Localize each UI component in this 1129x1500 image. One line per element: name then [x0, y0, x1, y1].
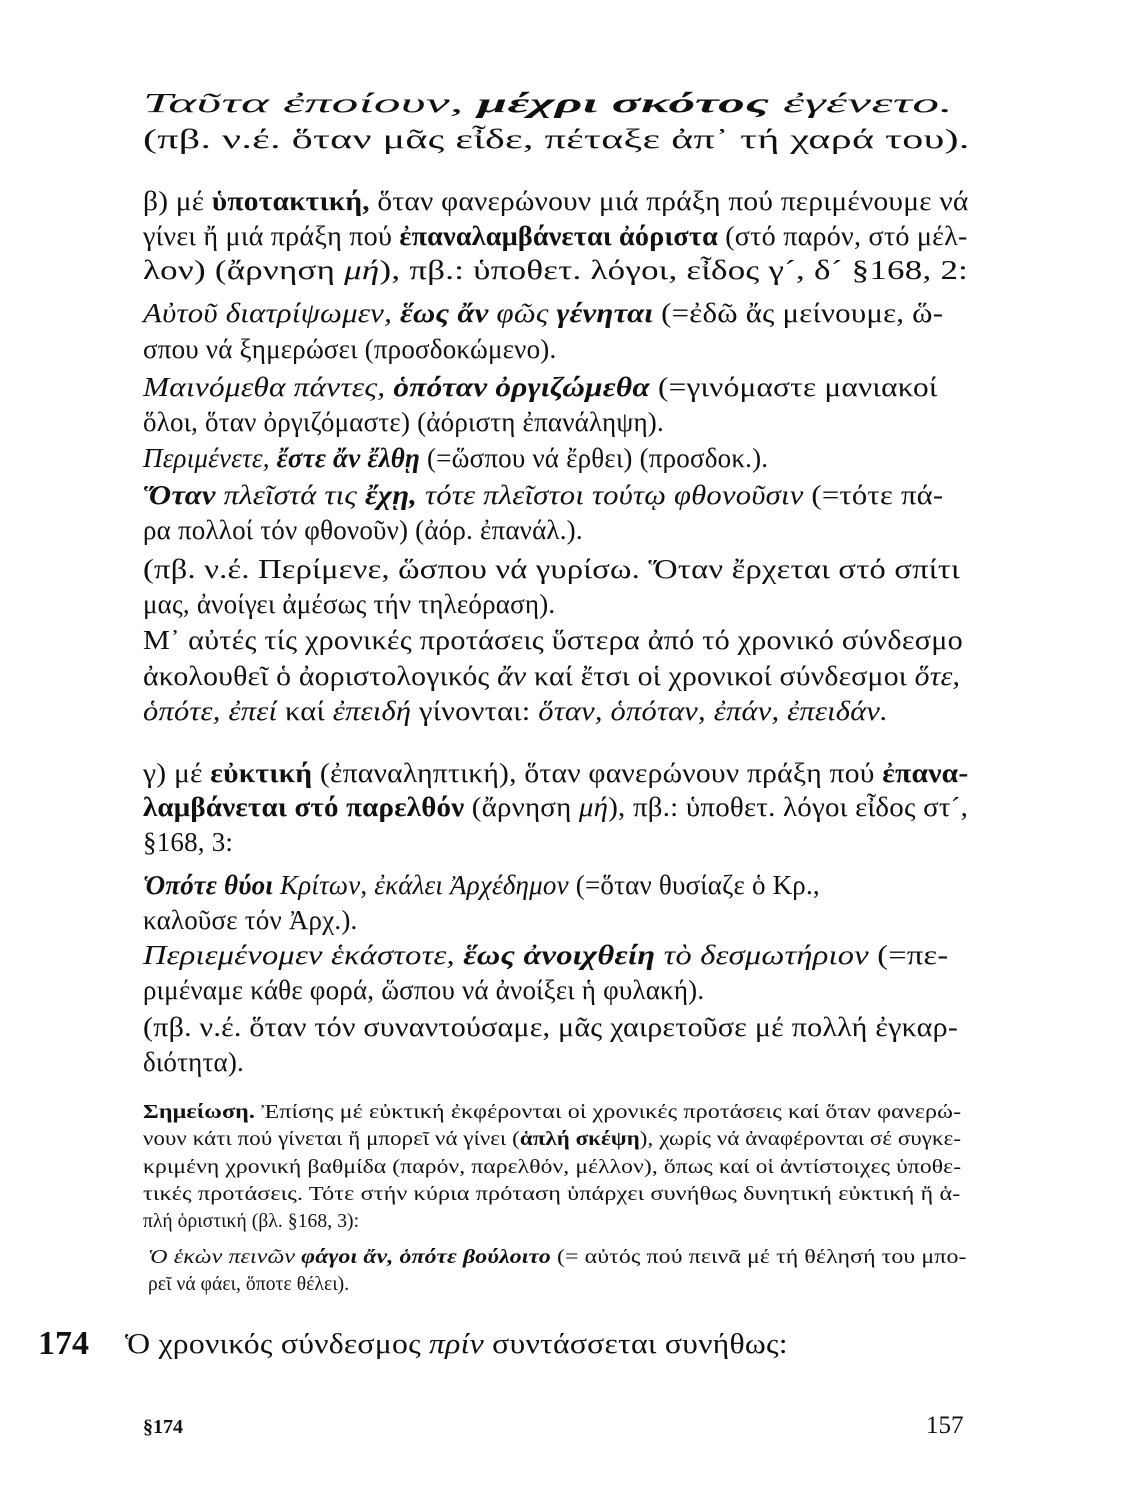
text-line: ριμέναμε κάθε φορά, ὥσπου νά ἀνοίξει ἡ φυλακή). [143, 975, 705, 1005]
page-number: 157 [926, 1412, 964, 1439]
note-line: Σημείωση. Ἐπίσης μέ εὐκτική ἐκφέρονται οἱ χρονικές προτάσεις καί ὅταν φανερώ- [143, 1102, 962, 1123]
text-line: μας, ἀνοίγει ἀμέσως τήν τηλεόραση). [143, 589, 556, 619]
text-line: Μ᾽ αὐτές τίς χρονικές προτάσεις ὕστερα ἀπό τό χρονικό σύνδεσμο [143, 625, 963, 655]
note-line: ρεῖ νά φάει, ὅποτε θέλει). [148, 1274, 350, 1295]
text-line: Ὅταν πλεῖστά τις ἔχῃ, τότε πλεῖστοι τούτῳ φθονοῦσιν (=τότε πά- [143, 480, 944, 510]
text-line: Περιμένετε, ἔστε ἄν ἔλθῃ (=ὥσπου νά ἔρθει) (προσδοκ.). [143, 443, 769, 473]
text-line: λον) (ἄρνηση μή), πβ.: ὑποθετ. λόγοι, εἶδος γ´, δ´ §168, 2: [143, 255, 969, 285]
text-line: (πβ. ν.έ. ὅταν τόν συναντούσαμε, μᾶς χαιρετοῦσε μέ πολλή ἐγκαρ- [143, 1012, 959, 1042]
section-number: 174 [38, 1325, 89, 1362]
text-line: γ) μέ εὐκτική (ἐπαναληπτική), ὅταν φανερώνουν πράξη πού ἐπανα- [143, 758, 969, 788]
text-line: Περιεμένομεν ἑκάστοτε, ἕως ἀνοιχθείη τὸ δεσμωτήριον (=πε- [143, 940, 949, 970]
text-line: γίνει ἤ μιά πράξη πού ἐπαναλαμβάνεται ἀόριστα (στό παρόν, στό μέλ- [143, 221, 968, 251]
note-line: πλή ὁριστική (βλ. §168, 3): [143, 1211, 360, 1232]
text-line: (πβ. ν.έ. ὅταν μᾶς εἶδε, πέταξε ἀπ᾽ τή χαρά του). [143, 124, 970, 154]
text-line: λαμβάνεται στό παρελθόν (ἄρνηση μή), πβ.: ὑποθετ. λόγοι εἶδος στ´, [143, 792, 969, 822]
text-line: ὅλοι, ὅταν ὀργιζόμαστε) (ἀόριστη ἐπανάληψη). [143, 407, 664, 437]
note-line: Ὁ ἑκὼν πεινῶν φάγοι ἄν, ὁπότε βούλοιτο (= αὐτός πού πεινᾶ μέ τή θέλησή του μπο- [148, 1247, 967, 1268]
footer-section-ref: §174 [143, 1416, 183, 1438]
text-line: ἀκολουθεῖ ὁ ἀοριστολογικός ἄν καί ἔτσι οἱ χρονικοί σύνδεσμοι ὅτε, [143, 661, 961, 691]
text-line: Ταῦτα ἐποίουν, μέχρι σκότος ἐγένετο. [143, 88, 954, 118]
note-line: κριμένη χρονική βαθμίδα (παρόν, παρελθόν, μέλλον), ὅπως καί οἱ ἀντίστοιχες ὑποθε- [143, 1157, 962, 1178]
text-line: διότητα). [143, 1047, 244, 1077]
text-line: καλοῦσε τόν Ἀρχ.). [143, 905, 358, 935]
text-line: Αὐτοῦ διατρίψωμεν, ἕως ἄν φῶς γένηται (=ἐδῶ ἄς μείνουμε, ὥ- [143, 298, 944, 328]
text-line: β) μέ ὑποτακτική, ὅταν φανερώνουν μιά πράξη πού περιμένουμε νά [143, 186, 969, 216]
text-line: ρα πολλοί τόν φθονοῦν) (ἀόρ. ἐπανάλ.). [143, 515, 583, 545]
text-line: σπου νά ξημερώσει (προσδοκώμενο). [143, 334, 557, 364]
text-line: (πβ. ν.έ. Περίμενε, ὥσπου νά γυρίσω. Ὅταν ἔρχεται στό σπίτι [143, 554, 960, 584]
section-heading-line: Ὁ χρονικός σύνδεσμος πρίν συντάσσεται συνήθως: [125, 1329, 788, 1360]
text-line: Ὁπότε θύοι Κρίτων, ἐκάλει Ἀρχέδημον (=ὅταν θυσίαζε ὁ Κρ., [143, 870, 820, 900]
note-line: νουν κάτι πού γίνεται ἤ μπορεῖ νά γίνει (ἁπλή σκέψη), χωρίς νά ἀναφέρονται σέ συγκε- [143, 1129, 962, 1150]
text-line: Μαινόμεθα πάντες, ὁπόταν ὀργιζώμεθα (=γινόμαστε μανιακοί [143, 372, 938, 402]
text-line: §168, 3: [143, 827, 234, 857]
text-line: ὁπότε, ἐπεί καί ἐπειδή γίνονται: ὅταν, ὁπόταν, ἐπάν, ἐπειδάν. [143, 696, 889, 726]
note-line: τικές προτάσεις. Τότε στήν κύρια πρόταση ὑπάρχει συνήθως δυνητική εὐκτική ἤ ἁ- [143, 1184, 961, 1205]
